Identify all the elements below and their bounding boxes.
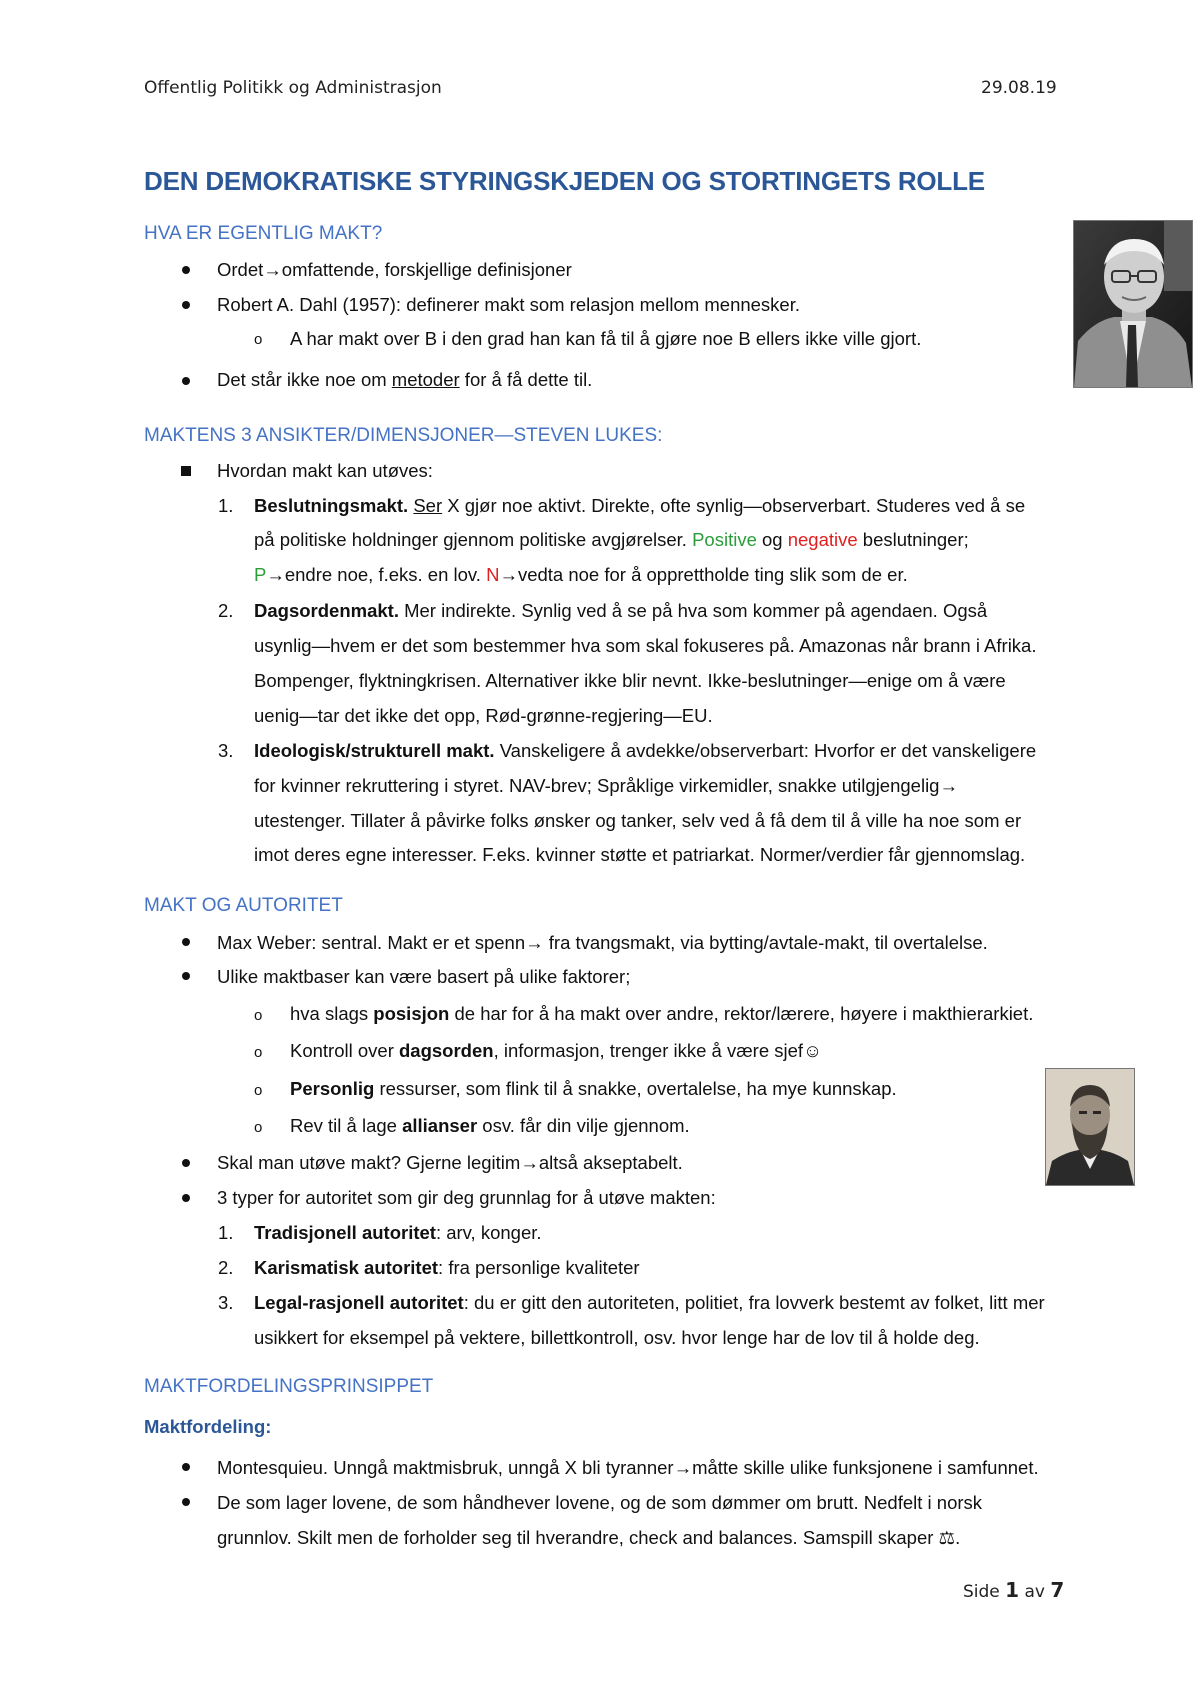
- list-number: 2.: [218, 600, 234, 621]
- list-item-cont: P→endre noe, f.eks. en lov. N→vedta noe for å opprettholde ting slik som de er.: [254, 564, 908, 585]
- bullet-icon: [182, 1194, 190, 1202]
- circle-bullet-icon: o: [254, 1007, 263, 1024]
- list-item: Ordet→omfattende, forskjellige definisjoner: [217, 259, 572, 280]
- bullet-icon: [182, 1159, 190, 1167]
- list-item: Max Weber: sentral. Makt er et spenn→ fra tvangsmakt, via bytting/avtale-makt, til overtalelse.: [217, 932, 988, 953]
- heading-hva-er-makt: HVA ER EGENTLIG MAKT?: [144, 223, 383, 244]
- arrow-icon: →: [499, 564, 518, 585]
- list-item: Dagsordenmakt. Mer indirekte. Synlig ved å se på hva som kommer på agendaen. Også: [254, 600, 988, 621]
- list-item: Legal-rasjonell autoritet: du er gitt den autoriteten, politiet, fra lovverk bestemt av folket, litt mer: [254, 1292, 1045, 1313]
- bullet-icon: [182, 1463, 190, 1471]
- arrow-icon: →: [673, 1457, 693, 1478]
- list-item: Beslutningsmakt. Ser X gjør noe aktivt. Direkte, ofte synlig—observerbart. Studeres ved å se: [254, 495, 1026, 516]
- subheading-maktfordeling: Maktfordeling:: [144, 1416, 272, 1437]
- circle-bullet-icon: o: [254, 1119, 263, 1136]
- heading-makt-og-autoritet: MAKT OG AUTORITET: [144, 895, 343, 916]
- bullet-icon: [182, 938, 190, 946]
- smiley-icon: ☺: [803, 1040, 822, 1061]
- list-item: Rev til å lage allianser osv. får din vilje gjennom.: [290, 1115, 690, 1136]
- list-number: 1.: [218, 1222, 234, 1243]
- arrow-icon: →: [520, 1152, 539, 1173]
- list-item-cont: for kvinner rekruttering i styret. NAV-brev; Språklige virkemidler, snakke utilgjengelig→: [254, 775, 958, 796]
- list-item: A har makt over B i den grad han kan få til å gjøre noe B ellers ikke ville gjort.: [290, 328, 922, 349]
- heading-maktens-3-ansikter: MAKTENS 3 ANSIKTER/DIMENSJONER—STEVEN LUKES:: [144, 425, 663, 446]
- bullet-icon: [182, 377, 190, 385]
- list-item-cont: utestenger. Tillater å påvirke folks ønsker og tanker, selv ved å få dem til å ville ha noe som er: [254, 810, 1022, 831]
- page-number: Side 1 av 7: [963, 1578, 1065, 1602]
- list-item: Ulike maktbaser kan være basert på ulike faktorer;: [217, 966, 631, 987]
- list-item-cont: imot deres egne interesser. F.eks. kvinner støtte et patriarkat. Normer/verdier får gjennomslag.: [254, 844, 1026, 865]
- portrait-photo-dahl: [1073, 220, 1193, 388]
- circle-bullet-icon: o: [254, 1082, 263, 1099]
- list-item-cont: usikkert for eksempel på vektere, billettkontroll, osv. hvor lenge har de lov til å holde deg.: [254, 1327, 980, 1348]
- arrow-icon: →: [263, 259, 282, 280]
- list-item: Robert A. Dahl (1957): definerer makt som relasjon mellom mennesker.: [217, 294, 801, 315]
- header-course: Offentlig Politikk og Administrasjon: [144, 78, 442, 98]
- list-item: De som lager lovene, de som håndhever lovene, og de som dømmer om brutt. Nedfelt i norsk: [217, 1492, 983, 1513]
- page-title: DEN DEMOKRATISKE STYRINGSKJEDEN OG STORTINGETS ROLLE: [144, 166, 985, 196]
- list-item: Det står ikke noe om metoder for å få dette til.: [217, 369, 593, 390]
- list-item: Karismatisk autoritet: fra personlige kvaliteter: [254, 1257, 640, 1278]
- list-number: 3.: [218, 1292, 234, 1313]
- list-item: Hvordan makt kan utøves:: [217, 460, 433, 481]
- circle-bullet-icon: o: [254, 331, 263, 348]
- list-item-cont: Bompenger, flyktningkrisen. Alternativer ikke blir nevnt. Ikke-beslutninger—enige om å være: [254, 670, 1006, 691]
- arrow-icon: →: [939, 775, 958, 796]
- list-item: Skal man utøve makt? Gjerne legitim→altså akseptabelt.: [217, 1152, 683, 1173]
- list-item-cont: grunnlov. Skilt men de forholder seg til hverandre, check and balances. Samspill skaper ⚖.: [217, 1527, 961, 1548]
- list-item: 3 typer for autoritet som gir deg grunnlag for å utøve makten:: [217, 1187, 716, 1208]
- bullet-icon: [182, 301, 190, 309]
- list-item: Personlig ressurser, som flink til å snakke, overtalelse, ha mye kunnskap.: [290, 1078, 897, 1099]
- list-item-cont: usynlig—hvem er det som bestemmer hva som skal fokuseres på. Amazonas når brann i Afrika.: [254, 635, 1037, 656]
- heading-maktfordelingsprinsippet: MAKTFORDELINGSPRINSIPPET: [144, 1376, 434, 1397]
- list-item-cont: uenig—tar det ikke det opp, Rød-grønne-regjering—EU.: [254, 705, 713, 726]
- bullet-icon: [182, 266, 190, 274]
- bullet-icon: [182, 972, 190, 980]
- portrait-photo: [1074, 221, 1192, 387]
- header-date: 29.08.19: [981, 78, 1057, 98]
- list-number: 3.: [218, 740, 234, 761]
- list-item: Tradisjonell autoritet: arv, konger.: [254, 1222, 542, 1243]
- bullet-icon: [182, 1498, 190, 1506]
- list-number: 2.: [218, 1257, 234, 1278]
- list-number: 1.: [218, 495, 234, 516]
- arrow-icon: →: [525, 932, 544, 953]
- square-bullet-icon: [181, 466, 191, 476]
- list-item: Montesquieu. Unngå maktmisbruk, unngå X bli tyranner→måtte skille ulike funksjonene i samfunnet.: [217, 1457, 1039, 1478]
- portrait-photo: [1046, 1069, 1134, 1185]
- circle-bullet-icon: o: [254, 1044, 263, 1061]
- arrow-icon: →: [266, 564, 285, 585]
- list-item: Kontroll over dagsorden, informasjon, trenger ikke å være sjef☺: [290, 1040, 822, 1061]
- list-item-cont: på politiske holdninger gjennom politiske avgjørelser. Positive og negative beslutninger;: [254, 529, 969, 550]
- list-item: hva slags posisjon de har for å ha makt over andre, rektor/lærere, høyere i makthierarkiet.: [290, 1003, 1034, 1024]
- scales-icon: ⚖.: [938, 1527, 961, 1548]
- list-item: Ideologisk/strukturell makt. Vanskeligere å avdekke/observerbart: Hvorfor er det vanskeligere: [254, 740, 1037, 761]
- portrait-photo-weber: [1045, 1068, 1135, 1186]
